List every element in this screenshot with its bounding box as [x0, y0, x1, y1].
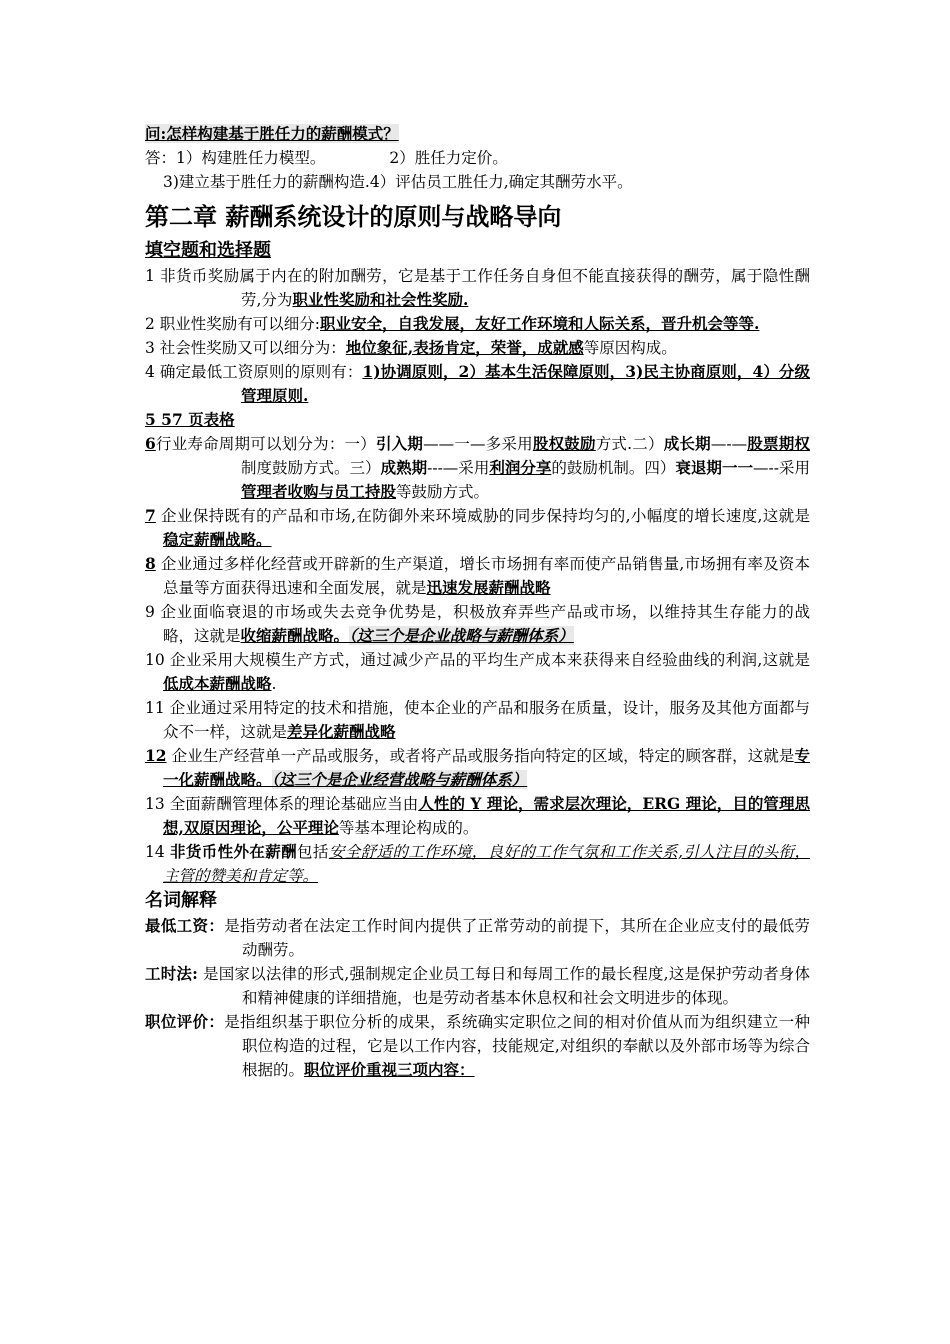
term-label: 最低工资： [145, 916, 225, 935]
term-label: 工时法: [145, 964, 198, 983]
term-definition: 是指组织基于职位分析的成果，系统确实定职位之间的相对价值从而为组织建立一种职位构造的过程，它是以工作内容，技能规定,对组织的奉献以及外部市场等为综合根据的。 [224, 1013, 810, 1079]
item-12: 12 企业生产经营单一产品或服务，或者将产品或服务指向特定的区域，特定的顾客群，这就是专一化薪酬战略。（这三个是企业经营战略与薪酬体系） [145, 746, 810, 789]
item-9: 9 企业面临衰退的市场或失去竞争优势是，积极放弃弄些产品或市场，以维持其生存能力的战略，这就是收缩薪酬战略。（这三个是企业战略与薪酬体系） [145, 603, 810, 645]
item-12-answer: 专一化薪酬战略。 [163, 746, 810, 789]
item-8: 8 企业通过多样化经营或开辟新的生产渠道，增长市场拥有率而使产品销售量,市场拥有率及资本总量等方面获得迅速和全面发展，就是迅速发展薪酬战略 [145, 554, 810, 597]
question-text: 问:怎样构建基于胜任力的薪酬模式？ [145, 124, 399, 143]
item-2: 2 职业性奖励有可以细分:职业安全，自我发展，友好工作环境和人际关系，晋升机会等等. [145, 314, 760, 333]
answer-line-2: 3)建立基于胜任力的薪酬构造.4）评估员工胜任力,确定其酬劳水平。 [163, 173, 633, 191]
term-minimum-wage [145, 914, 810, 962]
item-3-answer: 地位象征,表扬肯定，荣誉，成就感 [345, 338, 584, 357]
item-11-answer: 差异化薪酬战略 [287, 722, 396, 741]
term-working-hours [145, 962, 810, 1010]
item-9-answer: 收缩薪酬战略。 [240, 626, 350, 645]
term-definition: 是国家以法律的形式,强制规定企业员工每日和每周工作的最长程度,这是保护劳动者身体和精神健康的详细措施，也是劳动者基本休息权和社会文明进步的体现。 [197, 965, 810, 1007]
item-4: 4 确定最低工资原则的原则有：1)协调原则，2）基本生活保障原则，3)民主协商原则，4）分级管理原则. [145, 362, 810, 405]
item-2-answer: 职业安全，自我发展，友好工作环境和人际关系，晋升机会等等. [320, 314, 760, 333]
section-heading-terms: 名词解释 [145, 890, 217, 911]
item-4-answer: 1)协调原则，2）基本生活保障原则，3)民主协商原则，4）分级管理原则. [241, 362, 810, 405]
question [145, 122, 810, 146]
chapter-title: 第二章 薪酬系统设计的原则与战略导向 [145, 203, 562, 231]
item-11: 11 企业通过采用特定的技术和措施，使本企业的产品和服务在质量，设计，服务及其他方面都与众不一样，这就是差异化薪酬战略 [145, 699, 810, 741]
item-1: 1 非货币奖励属于内在的附加酬劳，它是基于工作任务自身但不能直接获得的酬劳，属于隐性酬劳,分为职业性奖励和社会性奖励. [145, 267, 810, 309]
term-key-phrase: 职位评价重视三项内容： [304, 1060, 475, 1079]
item-14: 14 非货币性外在薪酬包括安全舒适的工作环境，良好的工作气氛和工作关系,引人注目的头衔，主管的赞美和肯定等。 [145, 842, 810, 885]
term-label: 职位评价： [145, 1012, 225, 1031]
item-6-number: 6 [145, 434, 156, 453]
item-13-answer: 人性的 Y 理论，需求层次理论，ERG 理论，目的管理思想,双原因理论，公平理论 [163, 794, 810, 837]
item-14-answer: 安全舒适的工作环境，良好的工作气氛和工作关系,引人注目的头衔，主管的赞美和肯定等。 [163, 843, 810, 885]
answer-part-1: 答：1）构建胜任力模型。 [145, 149, 326, 167]
item-12-note: （这三个是企业经营战略与薪酬体系） [271, 770, 528, 789]
item-5: 5 57 页表格 [145, 410, 235, 429]
item-9-note: （这三个是企业战略与薪酬体系） [349, 626, 574, 645]
item-6: 6行业寿命周期可以划分为：一）引入期——一—多采用股权鼓励方式.二）成长期—-—股票期权制度鼓励方式。三）成熟期---—采用利润分享的鼓励机制。四）衰退期一一—--采用管理者收购与员工持股等鼓励方式。 [145, 434, 810, 501]
item-10-answer: 低成本薪酬战略 [163, 674, 272, 693]
term-job-evaluation [145, 1010, 810, 1082]
answer-line-1 [145, 146, 810, 170]
document-page [145, 122, 810, 1082]
item-3: 3 社会性奖励又可以细分为：地位象征,表扬肯定，荣誉，成就感等原因构成。 [145, 338, 677, 357]
item-10: 10 企业采用大规模生产方式，通过减少产品的平均生产成本来获得来自经验曲线的利润,这就是低成本薪酬战略. [145, 651, 810, 693]
item-7-answer: 稳定薪酬战略。 [163, 530, 272, 549]
term-definition: 是指劳动者在法定工作时间内提供了正常劳动的前提下，其所在企业应支付的最低劳动酬劳。 [224, 917, 810, 959]
section-heading-fill: 填空题和选择题 [145, 240, 271, 261]
answer-part-2: 2）胜任力定价。 [389, 149, 508, 167]
item-8-answer: 迅速发展薪酬战略 [426, 578, 551, 597]
item-13: 13 全面薪酬管理体系的理论基础应当由人性的 Y 理论，需求层次理论，ERG 理论，目的管理思想,双原因理论，公平理论等基本理论构成的。 [145, 794, 810, 837]
item-1-answer: 职业性奖励和社会性奖励. [292, 290, 469, 309]
item-7: 7 企业保持既有的产品和市场,在防御外来环境威胁的同步保持均匀的,小幅度的增长速度,这就是稳定薪酬战略。 [145, 506, 810, 549]
